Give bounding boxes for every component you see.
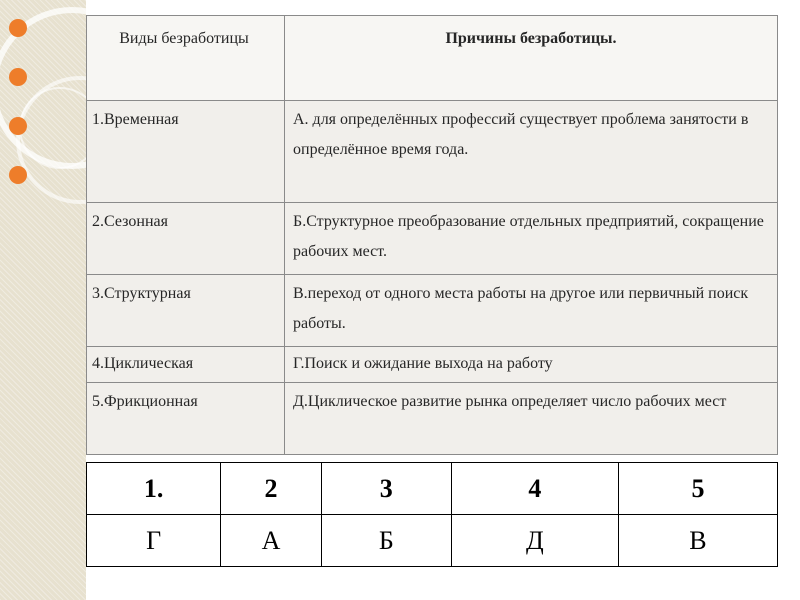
orange-dot-icon [9, 68, 27, 86]
unemployment-cause-cell: Б.Структурное преобразование отдельных предприятий, сокращение рабочих мест. [285, 203, 778, 275]
unemployment-type-cell: 3.Структурная [87, 275, 285, 347]
unemployment-type-cell: 4.Циклическая [87, 347, 285, 383]
unemployment-type-cell: 5.Фрикционная [87, 383, 285, 455]
answer-letter: Г [87, 515, 221, 567]
answer-numbers-row [87, 463, 778, 515]
answer-letter: А [221, 515, 321, 567]
unemployment-cause-cell: Д.Циклическое развитие рынка определяет число рабочих мест [285, 383, 778, 455]
unemployment-cause-cell: Г.Поиск и ожидание выхода на работу [285, 347, 778, 383]
answer-number: 5 [618, 463, 777, 515]
unemployment-cause-cell: А. для определённых профессий существует проблема занятости в определённое время года. [285, 101, 778, 203]
answer-letter: В [618, 515, 777, 567]
answer-number: 3 [321, 463, 451, 515]
orange-dot-icon [9, 117, 27, 135]
orange-dot-icon [9, 19, 27, 37]
unemployment-cause-cell: В.переход от одного места работы на другое или первичный поиск работы. [285, 275, 778, 347]
unemployment-type-cell: 2.Сезонная [87, 203, 285, 275]
table-row [87, 101, 778, 203]
answer-letter: Б [321, 515, 451, 567]
answer-letter: Д [451, 515, 618, 567]
answer-table [86, 462, 778, 567]
answer-number: 4 [451, 463, 618, 515]
table-row [87, 347, 778, 383]
unemployment-matching-table [86, 15, 778, 455]
table-header-row [87, 16, 778, 101]
table-row [87, 383, 778, 455]
unemployment-type-cell: 1.Временная [87, 101, 285, 203]
header-types-of-unemployment: Виды безработицы [87, 16, 285, 101]
answer-number: 2 [221, 463, 321, 515]
answer-letters-row [87, 515, 778, 567]
answer-number: 1. [87, 463, 221, 515]
table-row [87, 275, 778, 347]
orange-dot-icon [9, 166, 27, 184]
header-causes-of-unemployment: Причины безработицы. [285, 16, 778, 101]
table-row [87, 203, 778, 275]
